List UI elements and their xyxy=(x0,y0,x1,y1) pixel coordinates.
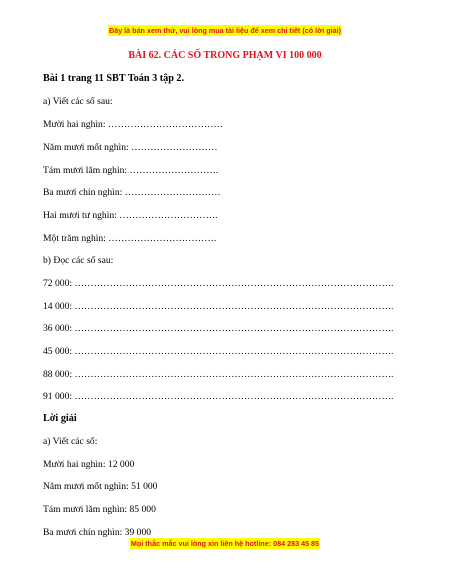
preview-notice-text: Đây là bản xem thử, vui lòng mua tài liệu để xem chi tiết (có lời giải) xyxy=(109,26,341,35)
read-item: 91 000: ………………………………………………………………………………………. xyxy=(43,391,394,402)
part-a-label: a) Viết các số sau: xyxy=(43,96,113,107)
exercise-heading: Bài 1 trang 11 SBT Toán 3 tập 2. xyxy=(43,73,185,84)
answer-item: Ba mươi chín nghìn: 39 000 xyxy=(43,527,152,538)
lesson-title: BÀI 62. CÁC SỐ TRONG PHẠM VI 100 000 xyxy=(128,50,322,61)
write-item: Năm mươi mốt nghìn: ……………………… xyxy=(43,142,218,153)
hotline-banner xyxy=(0,539,450,548)
preview-notice-banner xyxy=(0,26,450,35)
answer-item: Mười hai nghìn: 12 000 xyxy=(43,459,135,470)
part-b-label: b) Đọc các số sau: xyxy=(43,255,114,266)
read-item: 14 000: ………………………………………………………………………………………. xyxy=(43,301,394,312)
write-item: Một trăm nghìn: ……………………………. xyxy=(43,233,217,244)
write-item: Ba mươi chín nghìn: ………………………… xyxy=(43,187,221,198)
solution-a-label: a) Viết các số: xyxy=(43,436,98,447)
write-item: Mười hai nghìn: ……………………………… xyxy=(43,119,224,130)
answer-item: Năm mươi mốt nghìn: 51 000 xyxy=(43,481,158,492)
answer-item: Tám mươi lăm nghìn: 85 000 xyxy=(43,504,156,515)
read-item: 45 000: ………………………………………………………………………………………. xyxy=(43,346,394,357)
solution-heading: Lời giải xyxy=(43,413,77,424)
read-item: 36 000: ………………………………………………………………………………………. xyxy=(43,323,394,334)
write-item: Tám mươi lăm nghìn: ………………………. xyxy=(43,165,219,176)
hotline-text: Mọi thắc mắc vui lòng xin liên hệ hotline: 084 283 45 85 xyxy=(130,539,320,548)
read-item: 72 000: ………………………………………………………………………………………. xyxy=(43,278,394,289)
read-item: 88 000: ………………………………………………………………………………………. xyxy=(43,369,394,380)
write-item: Hai mươi tư nghìn: …………………………. xyxy=(43,210,218,221)
